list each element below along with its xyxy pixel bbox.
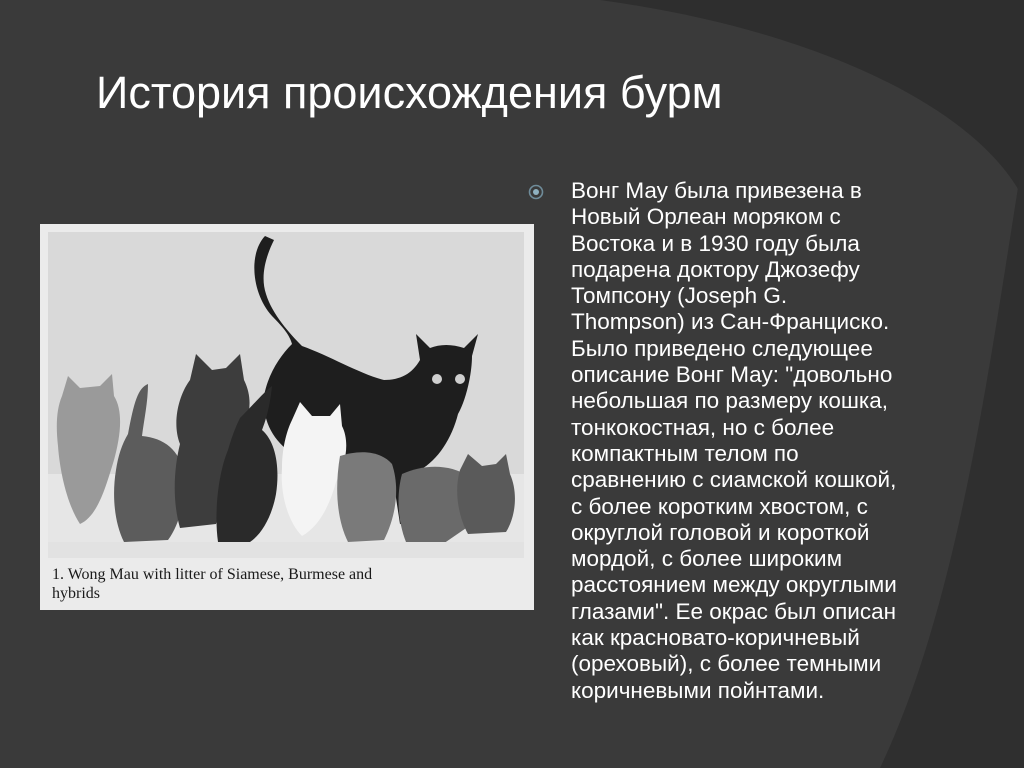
bullet-text-line: коричневыми пойнтами. — [571, 677, 825, 703]
bullet-text-line: (ореховый), с более темными — [571, 651, 882, 677]
bullet-text-line: описание Вонг Мау: "довольно — [571, 362, 893, 388]
bullet-circle-icon — [528, 184, 544, 200]
bullet-text-line: небольшая по размеру кошка, — [571, 388, 888, 414]
bullet-text-line: мордой, с более широким — [571, 546, 843, 572]
slide-title: История происхождения бурм — [96, 67, 723, 118]
bullet-text-line: Вонг Мау была привезена в — [571, 178, 862, 203]
bullet-text-line: Новый Орлеан моряком с — [571, 204, 841, 230]
bullet-text-line: как красновато-коричневый — [571, 625, 860, 651]
bullet-text-line: Востока и в 1930 году была — [571, 230, 860, 256]
cats-photo — [40, 224, 534, 610]
bullet-text — [571, 178, 991, 704]
photo-caption — [52, 565, 522, 603]
bullet-text-line: подарена доктору Джозефу — [571, 256, 860, 282]
bullet-text-line: округлой головой и короткой — [571, 519, 870, 545]
bullet-text-line: сравнению с сиамской кошкой, — [571, 467, 897, 493]
bullet-text-line: Было приведено следующее — [571, 335, 873, 361]
bullet-text-line: расстоянием между округлыми — [571, 572, 897, 598]
bullet-text-line: Томпсону (Joseph G. — [571, 283, 788, 309]
bullet-text-line: компактным телом по — [571, 440, 799, 466]
bullet-text-line: тонкокостная, но с более — [571, 414, 835, 440]
cats-photo-image — [40, 224, 534, 610]
photo-caption-line: hybrids — [52, 585, 100, 602]
bullet-text-line: глазами". Ее окрас был описан — [571, 598, 897, 624]
photo-caption-line: 1. Wong Mau with litter of Siamese, Burmese and — [52, 566, 373, 583]
bullet-text-line: с более коротким хвостом, с — [571, 493, 868, 519]
bullet-text-line: Thompson) из Сан-Франциско. — [571, 309, 890, 335]
